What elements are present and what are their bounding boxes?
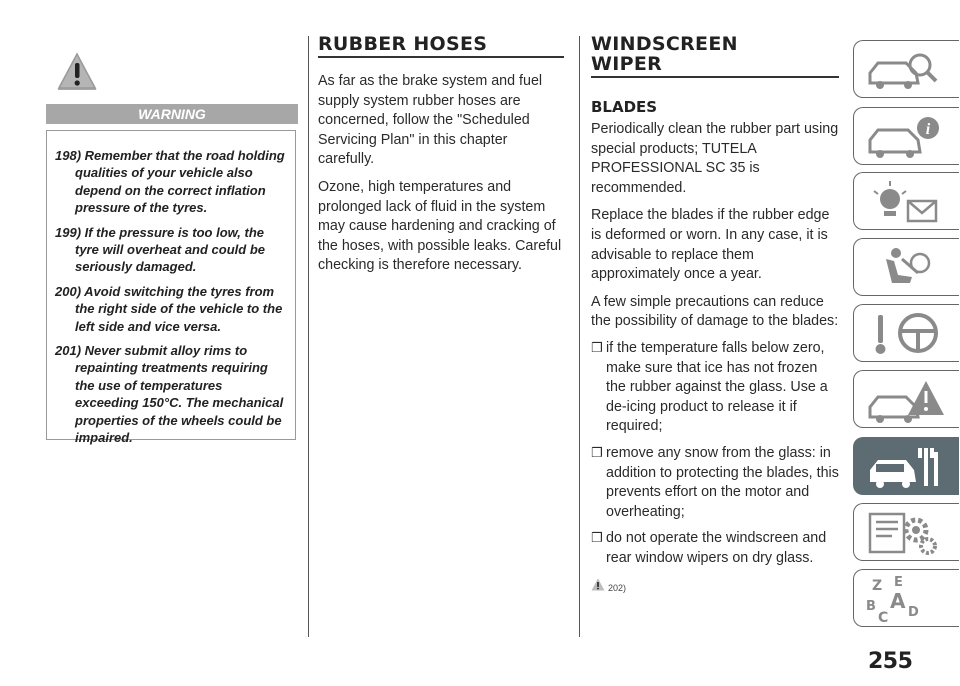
bullet-box-icon: ❒	[591, 339, 603, 355]
car-maintenance-icon	[862, 442, 952, 492]
rubber-hoses-paragraph: Ozone, high temperatures and prolonged lack of fluid in the system may cause hardening and cracking of the hoses, with possible leaks. Careful checking is therefore necessary.	[318, 178, 562, 274]
index-alphabet-icon	[862, 574, 952, 624]
heading-line: WIPER	[591, 53, 663, 75]
car-emergency-icon	[862, 375, 952, 425]
warning-triangle-icon	[55, 50, 99, 92]
svg-text:C: C	[878, 610, 889, 624]
svg-text:A: A	[890, 589, 906, 613]
tab-car-emergency[interactable]	[853, 370, 959, 428]
warning-item-201: 201) Never submit alloy rims to repainting treatments requiring the use of temperatures exceeding 150°C. The mechanical properties of the wheels could be impaired.	[55, 343, 284, 446]
warning-lights-icon	[862, 177, 952, 227]
svg-text:E: E	[894, 575, 903, 590]
small-warning-icon	[591, 578, 605, 591]
bullet-text: do not operate the windscreen and rear window wipers on dry glass.	[606, 530, 827, 566]
blades-subheading: BLADES	[591, 98, 658, 116]
list-item	[591, 443, 839, 522]
wiper-paragraph: Periodically clean the rubber part using special products; TUTELA PROFESSIONAL SC 35 is recommended.	[591, 121, 839, 196]
car-search-icon	[862, 45, 952, 95]
warning-item-200: 200) Avoid switching the tyres from the right side of the vehicle to the left side and vice versa.	[55, 283, 283, 334]
svg-text:D: D	[908, 605, 919, 620]
rubber-hoses-section	[318, 34, 564, 276]
svg-text:i: i	[925, 121, 931, 138]
steering-wheel-key-icon	[862, 309, 952, 359]
warning-reference	[591, 576, 839, 598]
reference-number: 202)	[608, 583, 627, 594]
rubber-hoses-paragraph: As far as the brake system and fuel supply system rubber hoses are concerned, follow the "Scheduled Servicing Plan" in this chapter carefully.	[318, 73, 543, 168]
wiper-paragraph: Replace the blades if the rubber edge is deformed or worn. In any case, it is advisable to replace them approximately once a year.	[591, 207, 830, 283]
tab-technical-data[interactable]	[853, 503, 959, 561]
wiper-paragraph: A few simple precautions can reduce the possibility of damage to the blades:	[591, 293, 839, 330]
tab-car-info[interactable]	[853, 107, 959, 165]
technical-data-gear-icon	[862, 508, 952, 558]
seat-airbag-icon	[862, 243, 952, 293]
page-number: 255	[868, 649, 913, 674]
svg-text:B: B	[866, 599, 876, 614]
car-info-icon	[862, 112, 952, 162]
tab-index[interactable]	[853, 569, 959, 627]
list-item	[591, 338, 839, 437]
windscreen-wiper-heading	[591, 34, 839, 78]
tab-steering-wheel[interactable]	[853, 304, 959, 362]
column-divider	[308, 36, 309, 637]
bullet-text: if the temperature falls below zero, make sure that ice has not frozen the rubber against the glass. Use a de-icing product to release it if required;	[606, 339, 828, 435]
tab-seat-airbag[interactable]	[853, 238, 959, 296]
heading-line: WINDSCREEN	[591, 33, 738, 55]
tab-car-maintenance[interactable]	[853, 437, 959, 495]
rubber-hoses-heading: RUBBER HOSES	[318, 34, 564, 58]
warning-title: WARNING	[46, 104, 298, 124]
list-item	[591, 528, 839, 568]
bullet-text: remove any snow from the glass: in addition to protecting the blades, this prevents effort on the motor and overheating;	[606, 444, 839, 520]
tab-warning-lights[interactable]	[853, 172, 959, 230]
column-divider	[579, 36, 580, 637]
svg-text:Z: Z	[872, 578, 883, 594]
bullet-box-icon: ❒	[591, 530, 603, 546]
tab-car-search[interactable]	[853, 40, 959, 98]
windscreen-wiper-section	[591, 34, 839, 598]
warning-item-198: 198) Remember that the road holding qualities of your vehicle also depend on the correct inflation pressure of the tyres.	[55, 148, 285, 216]
bullet-box-icon: ❒	[591, 444, 603, 460]
warning-box	[46, 130, 296, 446]
warning-item-199: 199) If the pressure is too low, the tyre will overheat and could be seriously damaged.	[55, 224, 265, 275]
